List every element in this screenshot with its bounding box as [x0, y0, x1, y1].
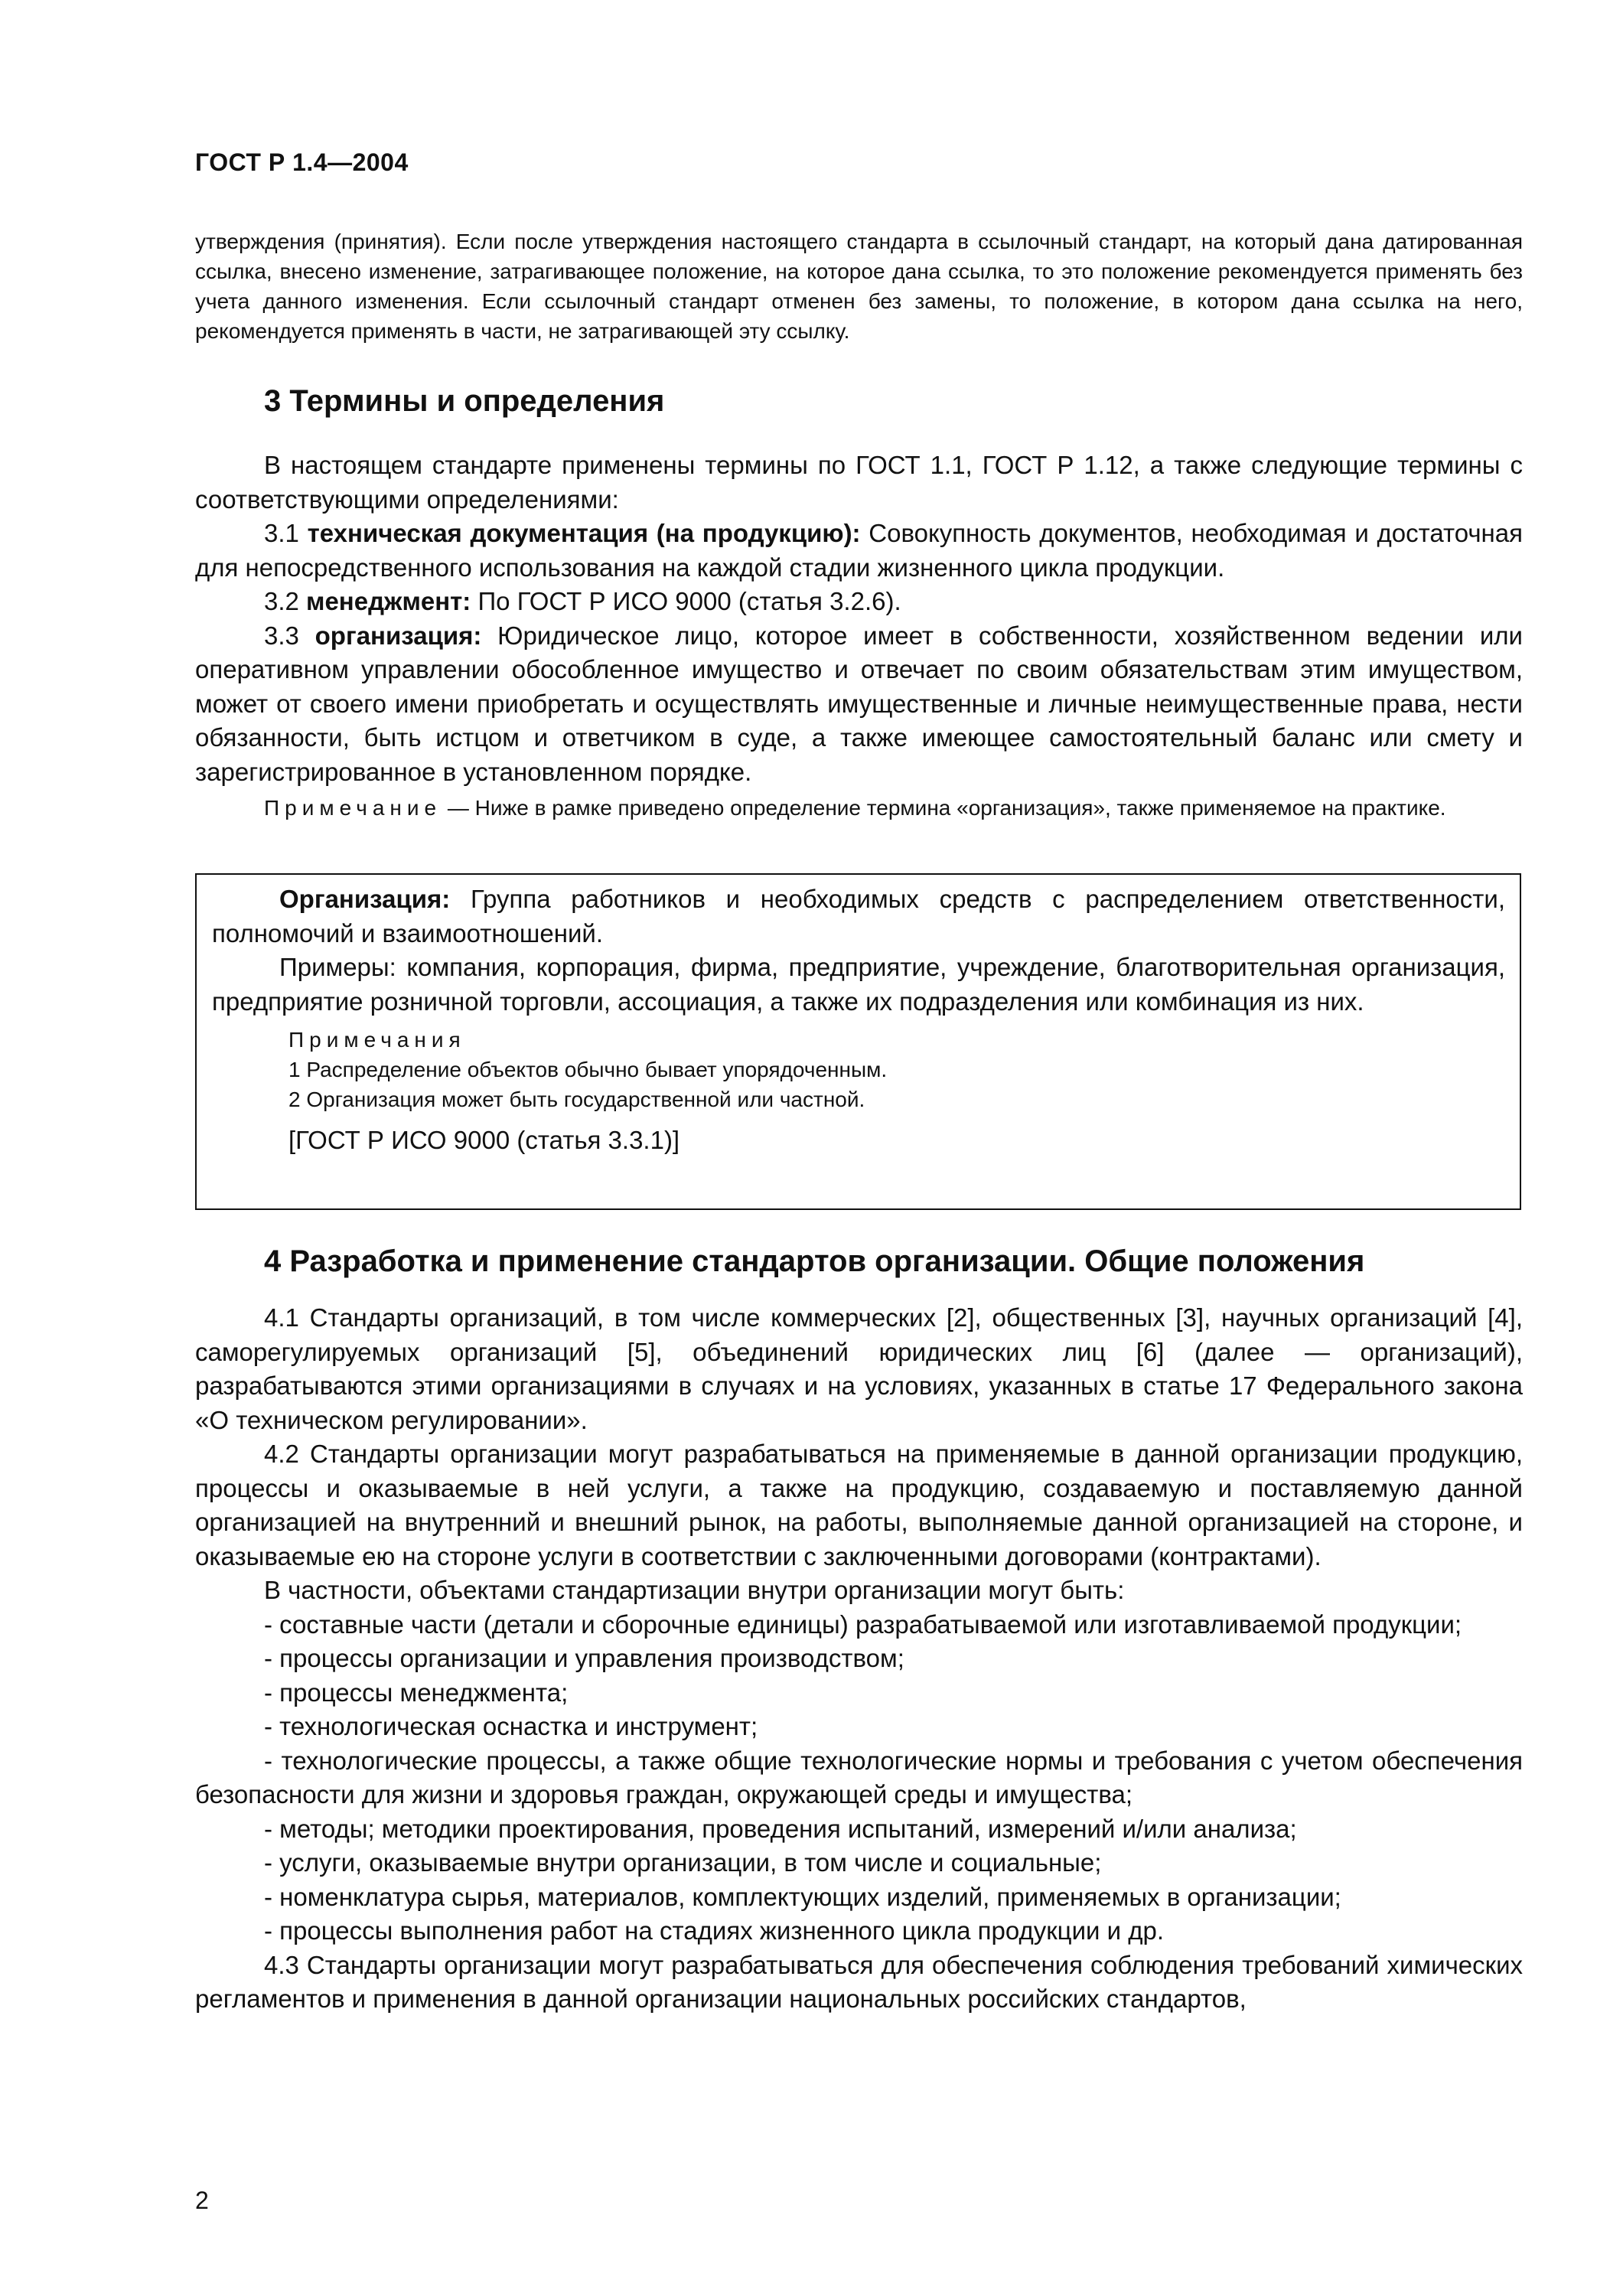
document-header: ГОСТ Р 1.4—2004	[195, 148, 409, 176]
term-name: менеджмент:	[306, 587, 471, 615]
section-3-title: 3 Термины и определения	[264, 384, 665, 418]
section-3-note	[195, 793, 1523, 823]
section-4-body	[195, 1301, 1523, 2017]
frame-notes-label: Примечания	[288, 1028, 466, 1052]
list-item: - процессы выполнения работ на стадиях жизненного цикла продукции и др.	[264, 1916, 1164, 1945]
objects-intro: В частности, объектами стандартизации внутри организации могут быть:	[264, 1576, 1125, 1604]
list-item: - процессы организации и управления производством;	[264, 1644, 904, 1672]
list-item: - процессы менеджмента;	[264, 1678, 569, 1707]
frame-examples: Примеры: компания, корпорация, фирма, предприятие, учреждение, благотворительная организация, предприятие розничной торговли, ассоциация, а также их подразделения или комбинация из них.	[212, 953, 1505, 1016]
intro-paragraph	[195, 227, 1523, 346]
section-3-body	[195, 448, 1523, 789]
frame-note-2: 2 Организация может быть государственной или частной.	[288, 1088, 865, 1111]
note-text: — Ниже в рамке приведено определение термина «организация», также применяемое на практике.	[442, 796, 1446, 820]
term-name: организация:	[314, 621, 482, 650]
term-definition: Совокупность документов, необходимая и достаточная для непосредственного использования на каждой стадии жизненного цикла продукции.	[195, 519, 1523, 582]
list-item: - составные части (детали и сборочные единицы) разрабатываемой или изготавливаемой продукции;	[264, 1609, 1462, 1639]
term-number: 3.2	[264, 587, 299, 615]
section-4-title: 4 Разработка и применение стандартов организации. Общие положения	[264, 1244, 1365, 1278]
list-item: - технологическая оснастка и инструмент;	[264, 1712, 758, 1740]
frame-notes	[212, 1025, 1505, 1114]
list-item: - услуги, оказываемые внутри организации, в том числе и социальные;	[264, 1848, 1102, 1877]
term-definition: По ГОСТ Р ИСО 9000 (статья 3.2.6).	[471, 587, 901, 615]
term-definition: Юридическое лицо, которое имеет в собственности, хозяйственном ведении или оперативном управлении обособленное имущество и отвечает по своим обязательствам этим имуществом, может от своего имени приобретать и осуществлять имущественные и личные неимущественные права, нести обязанности, быть истцом и ответчиком в суде, а также имеющее самостоятельный баланс или смету и зарегистрированное в установленном порядке.	[195, 621, 1523, 786]
list-item: - номенклатура сырья, материалов, комплектующих изделий, применяемых в организации;	[264, 1882, 1341, 1911]
note-label: Примечание	[264, 796, 442, 820]
term-3-1	[195, 517, 1523, 585]
list-item: - технологические процессы, а также общие технологические нормы и требования с учетом обеспечения безопасности для жизни и здоровья граждан, окружающей среды и имущества;	[195, 1746, 1523, 1808]
intro-text: утверждения (принятия). Если после утверждения настоящего стандарта в ссылочный стандарт, на который дана датированная ссылка, внесено изменение, затрагивающее положение, на которое дана ссылка, то это положение рекомендуется применять без учета данного изменения. Если ссылочный стандарт отменен без замены, то положение, в котором дана ссылка на него, рекомендуется применять в части, не затрагивающей эту ссылку.	[195, 230, 1523, 343]
page-number: 2	[195, 2187, 209, 2214]
term-name: техническая документация (на продукцию):	[307, 519, 861, 547]
frame-term: Организация:	[279, 885, 451, 913]
list-item: - методы; методики проектирования, проведения испытаний, измерений и/или анализа;	[264, 1814, 1297, 1843]
frame-note-1: 1 Распределение объектов обычно бывает упорядоченным.	[288, 1058, 888, 1081]
clause-4-3: 4.3 Стандарты организации могут разрабатываться для обеспечения соблюдения требований химических регламентов и применения в данной организации национальных российских стандартов,	[195, 1950, 1523, 2013]
term-number: 3.1	[264, 519, 299, 547]
term-number: 3.3	[264, 621, 299, 650]
clause-4-2: 4.2 Стандарты организации могут разрабатываться на применяемые в данной организации продукцию, процессы и оказываемые в ней услуги, а также на продукцию, создаваемую и поставляемую данной организацией на внутренний и внешний рынок, на работы, выполняемые данной организацией на стороне, и оказываемые ею на стороне услуги в соответствии с заключенными договорами (контрактами).	[195, 1440, 1523, 1570]
term-3-2	[195, 585, 1523, 619]
term-3-3	[195, 619, 1523, 790]
frame-term-definition: Группа работников и необходимых средств с распределением ответственности, полномочий и взаимоотношений.	[212, 885, 1505, 947]
section-3-intro: В настоящем стандарте применены термины по ГОСТ 1.1, ГОСТ Р 1.12, а также следующие термины с соответствующими определениями:	[195, 451, 1523, 514]
frame-definition	[212, 882, 1505, 951]
definition-frame	[195, 873, 1521, 1210]
frame-source: [ГОСТ Р ИСО 9000 (статья 3.3.1)]	[288, 1126, 680, 1154]
clause-4-1: 4.1 Стандарты организаций, в том числе коммерческих [2], общественных [3], научных организаций [4], саморегулируемых организаций [5], объединений юридических лиц [6] (далее — организаций), разрабатываются этими организациями в случаях и на условиях, указанных в статье 17 Федерального закона «О техническом регулировании».	[195, 1303, 1523, 1434]
